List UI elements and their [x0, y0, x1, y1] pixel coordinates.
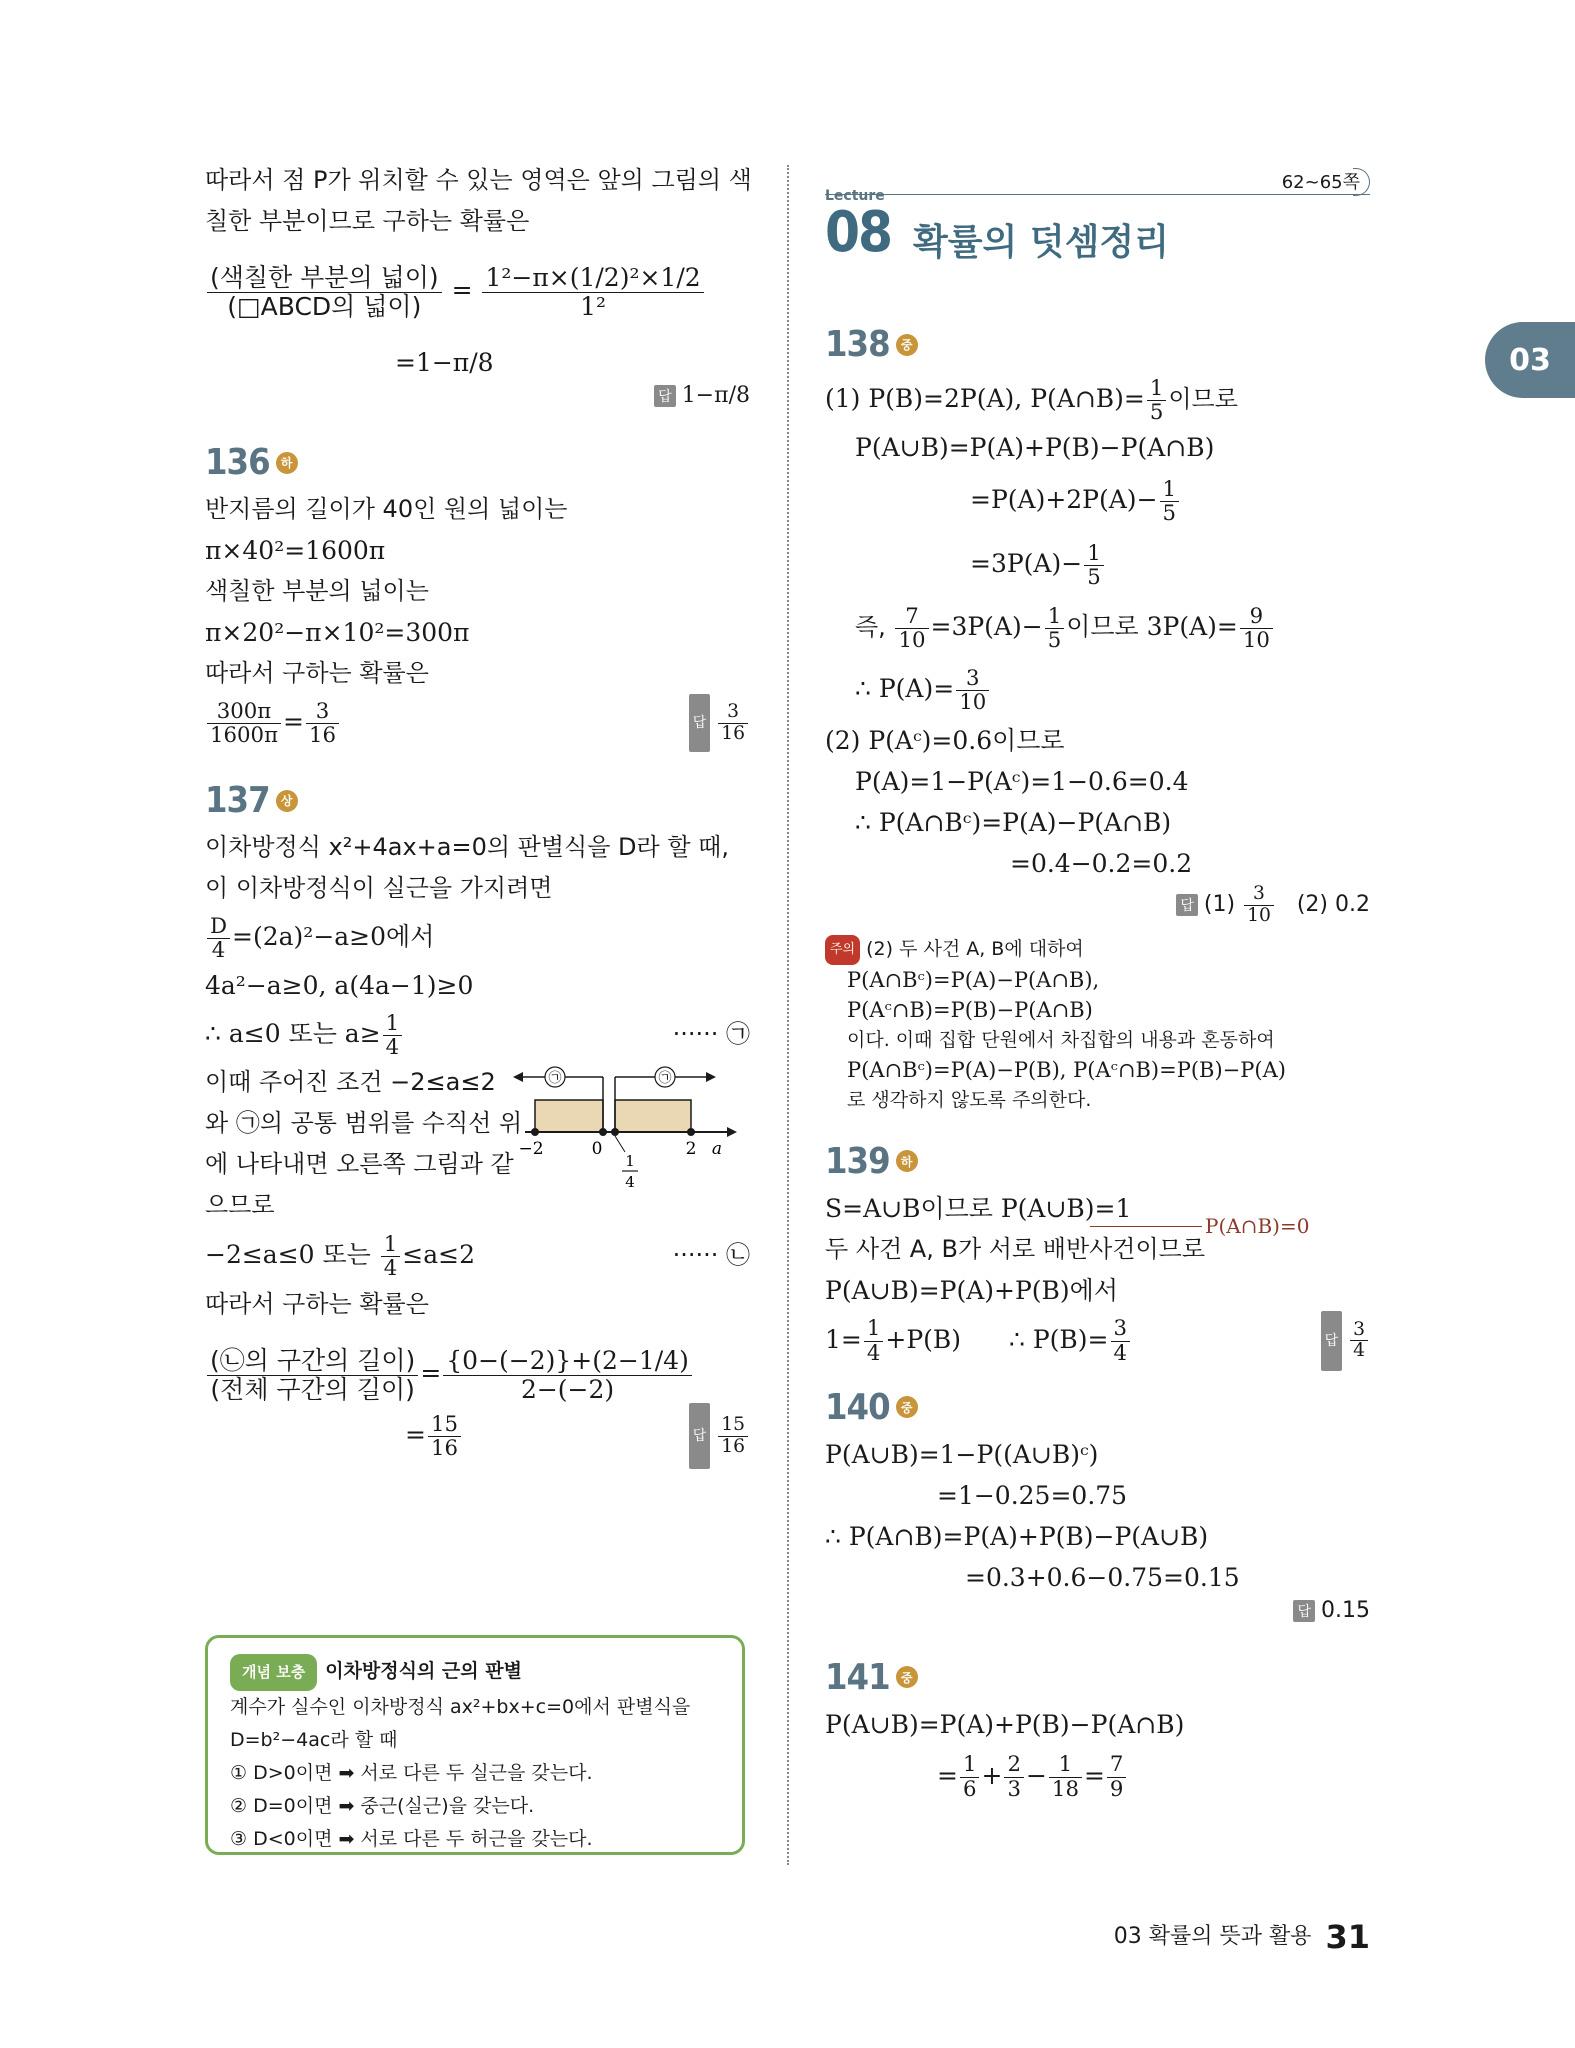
p137-solution: ∴ a≤0 또는 a≥ $\frac{1}{4}$ ······ ㉠: [205, 1010, 750, 1060]
intro-ratio-left: $\frac{\text{(색칠한 부분의 넓이)}}{\text{(□ABCD의 넓이)}}$: [207, 264, 442, 320]
nl-label-2: 2: [685, 1139, 697, 1159]
p139-line2: 두 사건 A, B가 서로 배반사건이므로: [825, 1234, 1206, 1263]
concept-box: [205, 1635, 745, 1855]
intro-line: 따라서 점 P가 위치할 수 있는 영역은 앞의 그림의 색: [205, 166, 752, 194]
p139-callout: P(A∩B)=0: [1205, 1213, 1310, 1238]
note-line: P(A∩Bᶜ)=P(A)−P(B), P(Aᶜ∩B)=P(B)−P(A): [847, 1057, 1286, 1082]
page-footer: [1114, 1918, 1370, 1956]
p139-line4: 1= $\frac{1}{4}$ +P(B) ∴ P(B)= $\frac{3}{4}$ 답 $\frac{3}{4}$: [825, 1311, 1370, 1369]
intro-ratio: $\frac{\text{(색칠한 부분의 넓이)}}{\text{(□ABCD의 넓이)}}$ = $\frac{\text{1²−π×(1/2)²×1/2}}{\text{1²}}$: [205, 264, 750, 320]
nl-label-quarter-n: 1: [625, 1152, 635, 1170]
footer-chapter: 03 확률의 뜻과 활용: [1113, 1924, 1312, 1949]
problem-139-header: 139 하: [825, 1141, 1370, 1182]
p138-line3: =P(A)+2P(A)− $\frac{1}{5}$: [825, 468, 1370, 532]
concept-badge: 개념 보충: [230, 1654, 317, 1691]
p140-line4: =0.3+0.6−0.75=0.15: [965, 1562, 1240, 1592]
p138-line6: ∴ P(A)= $\frac{3}{10}$: [825, 658, 1370, 720]
problem-138-header: 138 중: [825, 324, 1370, 365]
concept-title: 이차방정식의 근의 판별: [325, 1660, 522, 1682]
p138-line7: (2) P(Aᶜ)=0.6이므로: [825, 726, 1065, 755]
chapter-tab: 03: [1485, 322, 1575, 398]
p138-line10: =0.4−0.2=0.2: [1010, 849, 1193, 878]
p137-conclude: 따라서 구하는 확률은: [205, 1290, 429, 1318]
p137-disc: $\frac{D}{4}$ =(2a)²−a≥0에서: [205, 909, 750, 965]
p137-answer: 답 $\frac{15}{16}$: [689, 1403, 750, 1469]
p141-line1: P(A∪B)=P(A)+P(B)−P(A∩B): [825, 1709, 1185, 1739]
p137-ineq: 4a²−a≥0, a(4a−1)≥0: [205, 971, 474, 1000]
nl-mark-2: ㉠: [658, 1071, 672, 1086]
nl-label-0: 0: [591, 1139, 603, 1159]
p137-nl-line: 와 ㉠의 공통 범위를 수직선 위: [205, 1109, 523, 1137]
p138-line5: 즉, $\frac{7}{10}$ =3P(A)− $\frac{1}{5}$ 이므로 3P(A)= $\frac{9}{10}$: [825, 596, 1370, 658]
p136-final: $\frac{300\pi}{1600\pi}$ = $\frac{3}{16}$ 답 $\frac{3}{16}$: [205, 694, 750, 750]
concept-line: ② D=0이면 ➡ 중근(실근)을 갖는다.: [230, 1795, 535, 1817]
p137-line: 이 이차방정식이 실근을 가지려면: [205, 874, 553, 902]
caution-note: 주의 (2) 두 사건 A, B에 대하여 P(A∩Bᶜ)=P(A)−P(A∩B), P(Aᶜ∩B)=P(B)−P(A∩B) 이다. 이때 집합 단원에서 차집합의 내용과 혼동하여 P(A∩Bᶜ)=P(A)−P(B), P(Aᶜ∩B)=P(B)−P(A) 로 생각하지 않도록 주의한다.: [825, 934, 1370, 1115]
concept-line: ③ D<0이면 ➡ 서로 다른 두 허근을 갖는다.: [230, 1828, 593, 1850]
p136-line: 색칠한 부분의 넓이는: [205, 577, 429, 605]
nl-label-quarter-d: 4: [625, 1173, 635, 1191]
p137-nl-line: 에 나타내면 오른쪽 그림과 같: [205, 1150, 514, 1178]
p137-numberline-block: [205, 1062, 750, 1226]
p136-answer: 답 $\frac{3}{16}$: [689, 694, 750, 752]
intro-ratio-right: $\frac{\text{1²−π×(1/2)²×1/2}}{\text{1²}}$: [482, 264, 703, 320]
p139-line1: S=A∪B이므로 P(A∪B)=1 P(A∩B)=0: [825, 1188, 1370, 1229]
p138-line8: P(A)=1−P(Aᶜ)=1−0.6=0.4: [855, 767, 1189, 796]
p136-line: π×20²−π×10²=300π: [205, 618, 470, 647]
lecture-title: 확률의 덧셈정리: [913, 222, 1169, 263]
intro-result: =1−π/8: [395, 348, 494, 377]
left-column: [205, 160, 750, 1469]
problem-136-header: 136 하: [205, 442, 750, 483]
concept-line: 계수가 실수인 이차방정식 ax²+bx+c=0에서 판별식을: [230, 1696, 691, 1718]
note-line: P(A∩Bᶜ)=P(A)−P(A∩B),: [847, 967, 1100, 992]
p138-line9: ∴ P(A∩Bᶜ)=P(A)−P(A∩B): [855, 808, 1172, 837]
note-line: 로 생각하지 않도록 주의한다.: [847, 1088, 1092, 1111]
nl-label-a: a: [711, 1139, 723, 1159]
p138-line2: P(A∪B)=P(A)+P(B)−P(A∩B): [855, 433, 1215, 462]
concept-line: ① D>0이면 ➡ 서로 다른 두 실근을 갖는다.: [230, 1762, 593, 1784]
note-line: P(Aᶜ∩B)=P(B)−P(A∩B): [847, 997, 1093, 1022]
p137-result: = $\frac{15}{16}$ 답 $\frac{15}{16}$: [205, 1403, 750, 1467]
p140-answer: 답 0.15: [825, 1598, 1370, 1623]
page-reference: 62~65쪽: [1281, 172, 1360, 193]
lecture-number: 08: [825, 200, 892, 265]
problem-140-header: 140 중: [825, 1387, 1370, 1428]
column-divider: [787, 165, 789, 1865]
intro-line: 칠한 부분이므로 구하는 확률은: [205, 207, 530, 235]
p139-line3: P(A∪B)=P(A)+P(B)에서: [825, 1275, 1118, 1305]
page-number: 31: [1325, 1918, 1370, 1956]
p140-line3: ∴ P(A∩B)=P(A)+P(B)−P(A∪B): [825, 1521, 1209, 1551]
note-line: 이다. 이때 집합 단원에서 차집합의 내용과 혼동하여: [847, 1028, 1275, 1051]
p138-line1: (1) P(B)=2P(A), P(A∩B)= $\frac{1}{5}$ 이므로: [825, 375, 1238, 425]
caution-badge: 주의: [825, 935, 860, 965]
intro-answer: 답 1−π/8: [205, 383, 750, 408]
p137-nl-line: 이때 주어진 조건 −2≤a≤2: [205, 1068, 496, 1096]
nl-mark-1: ㉠: [548, 1071, 562, 1086]
lecture-header: [825, 160, 1370, 310]
problem-137-header: 137 상: [205, 780, 750, 821]
p138-answer: 답 (1) $\frac{3}{10}$ (2) 0.2: [825, 884, 1370, 926]
p137-line: 이차방정식 x²+4ax+a=0의 판별식을 D라 할 때,: [205, 833, 729, 861]
p140-line2: =1−0.25=0.75: [937, 1480, 1128, 1510]
p136-line: π×40²=1600π: [205, 536, 386, 565]
p137-ratio: $\frac{\text{(㉡의 구간의 길이)}}{\text{(전체 구간의 길이)}}$ = $\frac{\{0-(-2)\}+(2-1/4)}{2-(-2)}$: [205, 1347, 750, 1403]
concept-line: D=b²−4ac라 할 때: [230, 1729, 398, 1751]
nl-label-neg2: −2: [518, 1139, 544, 1159]
number-line-diagram: [505, 1062, 750, 1202]
p140-line1: P(A∪B)=1−P((A∪B)ᶜ): [825, 1439, 1099, 1469]
problem-141-header: 141 중: [825, 1657, 1370, 1698]
p136-line: 반지름의 길이가 40인 원의 넓이는: [205, 495, 568, 523]
p137-nl-line: 으므로: [205, 1191, 275, 1219]
p136-line: 따라서 구하는 확률은: [205, 659, 429, 687]
p138-line4: =3P(A)− $\frac{1}{5}$: [825, 532, 1370, 596]
p141-line2: = $\frac{1}{6}$ + $\frac{2}{3}$ − $\frac{1}{18}$ = $\frac{7}{9}$: [825, 1745, 1370, 1807]
right-column: [825, 160, 1370, 1807]
p139-answer: 답 $\frac{3}{4}$: [1321, 1311, 1370, 1371]
p137-range: −2≤a≤0 또는 $\frac{1}{4}$ ≤a≤2 ······ ㉡: [205, 1231, 750, 1281]
lecture-label: Lecture: [825, 188, 885, 204]
